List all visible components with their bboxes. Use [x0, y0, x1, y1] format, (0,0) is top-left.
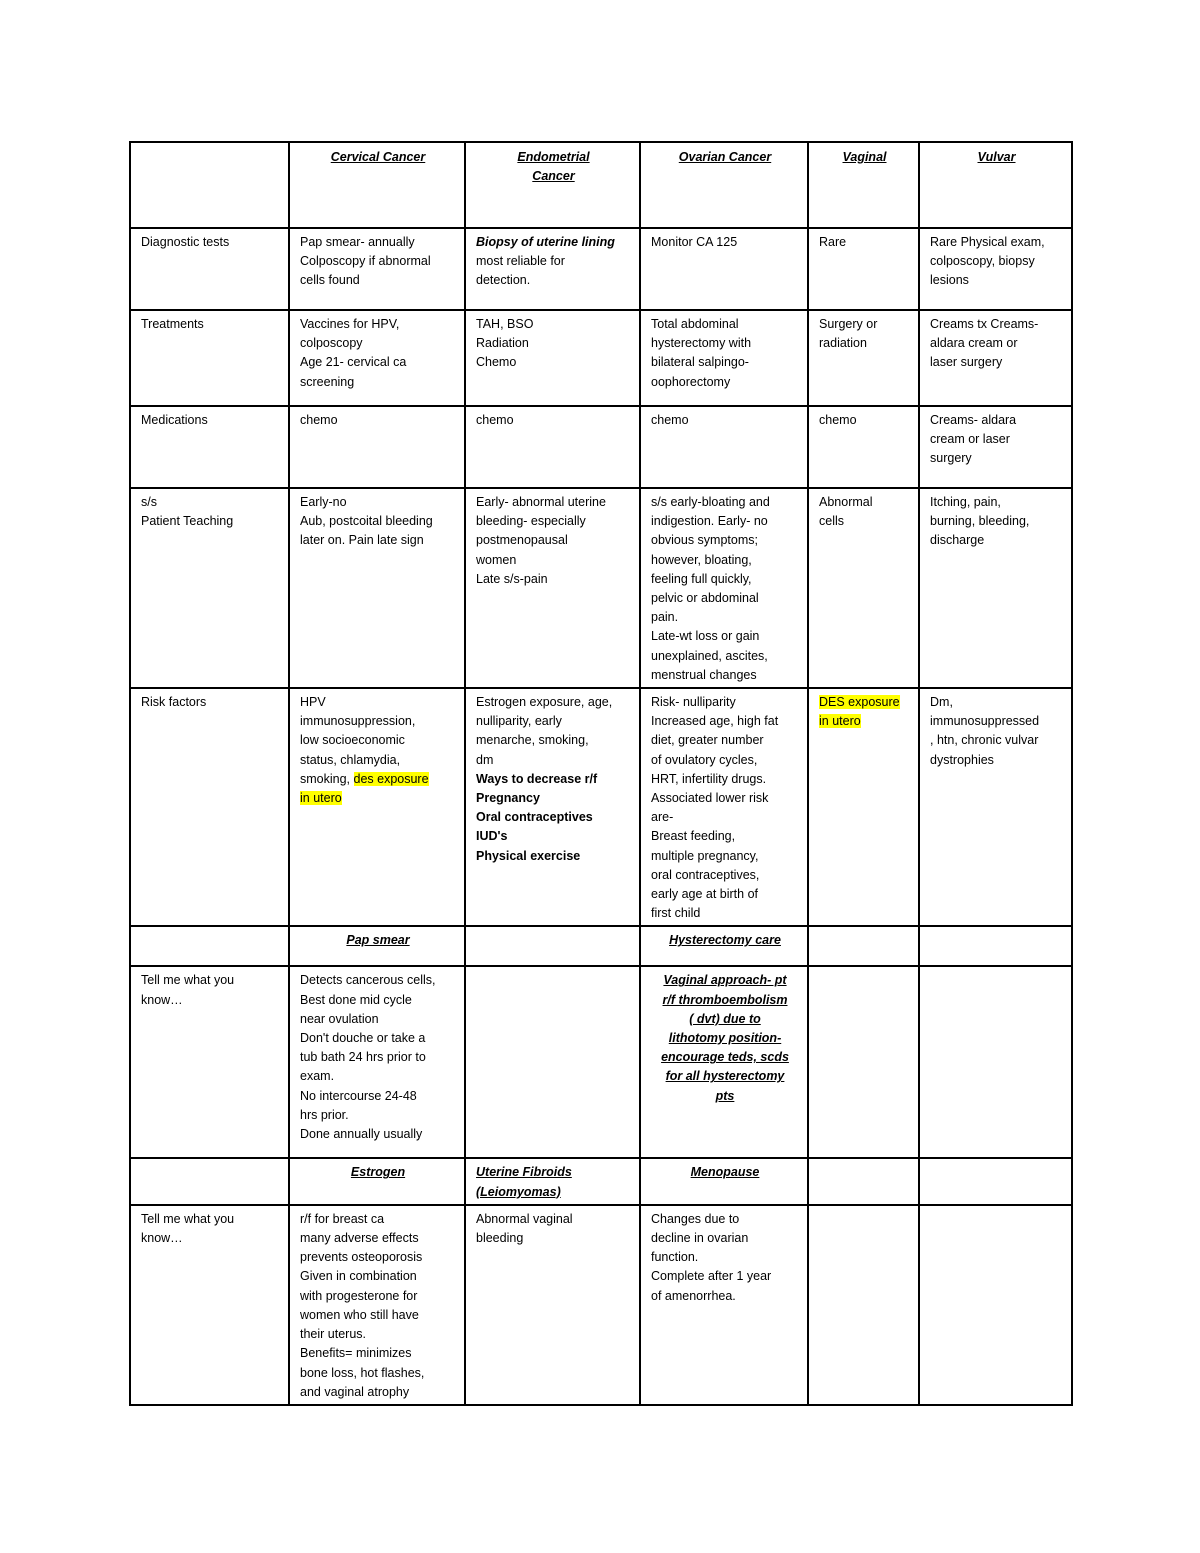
row-label-tell-me-2: Tell me what you know… [130, 1205, 289, 1405]
section3-empty-4 [808, 1205, 919, 1405]
section2-empty-3 [808, 926, 919, 966]
section3-content-row [130, 1205, 1072, 1405]
treatments-cervical: Vaccines for HPV, colposcopy Age 21- cervical ca screening [289, 310, 465, 406]
section3-empty-3 [919, 1158, 1072, 1204]
section2-empty-5 [465, 966, 640, 1158]
section2-empty-2 [465, 926, 640, 966]
medications-cervical: chemo [289, 406, 465, 488]
risk-vaginal: DES exposure in utero [808, 688, 919, 926]
risk-ovarian: Risk- nulliparity Increased age, high fat diet, greater number of ovulatory cycles, HRT, infertility drugs. Associated lower risk are- Breast feeding, multiple pregnancy, oral contraceptives, early age at birth of first child [640, 688, 808, 926]
symptoms-ovarian: s/s early-bloating and indigestion. Early- no obvious symptoms; however, bloating, feeling full quickly, pelvic or abdominal pain. Late-wt loss or gain unexplained, ascites, menstrual changes [640, 488, 808, 688]
risk-endometrial: Estrogen exposure, age, nulliparity, early menarche, smoking, dm Ways to decrease r/f Pregnancy Oral contraceptives IUD's Physical exercise [465, 688, 640, 926]
section2-empty-7 [919, 966, 1072, 1158]
hysterectomy-care-content: Vaginal approach- pt r/f thromboembolism ( dvt) due to lithotomy position- encourage teds, scds for all hysterectomy pts [640, 966, 808, 1158]
row-label-medications: Medications [130, 406, 289, 488]
subheader-uterine-fibroids: Uterine Fibroids (Leiomyomas) [465, 1158, 640, 1204]
diagnostic-endometrial: Biopsy of uterine lining most reliable for detection. [465, 228, 640, 310]
subheader-menopause: Menopause [640, 1158, 808, 1204]
section3-empty-1 [130, 1158, 289, 1204]
section2-empty-1 [130, 926, 289, 966]
header-cervical-cancer: Cervical Cancer [289, 142, 465, 228]
diagnostic-vulvar: Rare Physical exam, colposcopy, biopsy lesions [919, 228, 1072, 310]
treatments-vaginal: Surgery or radiation [808, 310, 919, 406]
medications-row [130, 406, 1072, 488]
subheader-pap-smear: Pap smear [289, 926, 465, 966]
treatments-row [130, 310, 1072, 406]
header-empty-cell [130, 142, 289, 228]
section3-empty-5 [919, 1205, 1072, 1405]
highlight-in-utero: in utero [300, 791, 342, 806]
header-vaginal: Vaginal [808, 142, 919, 228]
row-label-diagnostic: Diagnostic tests [130, 228, 289, 310]
symptoms-row [130, 488, 1072, 688]
estrogen-content: r/f for breast ca many adverse effects prevents osteoporosis Given in combination with progesterone for women who still have their uterus. Benefits= minimizes bone loss, hot flashes, and vaginal atrophy [289, 1205, 465, 1405]
subheader-hysterectomy-care: Hysterectomy care [640, 926, 808, 966]
treatments-ovarian: Total abdominal hysterectomy with bilateral salpingo- oophorectomy [640, 310, 808, 406]
row-label-symptoms: s/s Patient Teaching [130, 488, 289, 688]
medications-vulvar: Creams- aldara cream or laser surgery [919, 406, 1072, 488]
section2-content-row [130, 966, 1072, 1158]
risk-vulvar: Dm, immunosuppressed , htn, chronic vulvar dystrophies [919, 688, 1072, 926]
header-endometrial-cancer: Endometrial Cancer [465, 142, 640, 228]
symptoms-vulvar: Itching, pain, burning, bleeding, discharge [919, 488, 1072, 688]
header-ovarian-cancer: Ovarian Cancer [640, 142, 808, 228]
row-label-treatments: Treatments [130, 310, 289, 406]
fibroids-content: Abnormal vaginal bleeding [465, 1205, 640, 1405]
risk-factors-row [130, 688, 1072, 926]
header-row [130, 142, 1072, 228]
medications-endometrial: chemo [465, 406, 640, 488]
section3-empty-2 [808, 1158, 919, 1204]
medications-vaginal: chemo [808, 406, 919, 488]
diagnostic-cervical: Pap smear- annually Colposcopy if abnormal cells found [289, 228, 465, 310]
highlight-des-exposure: des exposure [353, 771, 429, 786]
subheader-estrogen: Estrogen [289, 1158, 465, 1204]
menopause-content: Changes due to decline in ovarian function. Complete after 1 year of amenorrhea. [640, 1205, 808, 1405]
header-vulvar: Vulvar [919, 142, 1072, 228]
diagnostic-tests-row [130, 228, 1072, 310]
risk-cervical: HPV immunosuppression, low socioeconomic status, chlamydia, smoking, des exposure in utero [289, 688, 465, 926]
diagnostic-vaginal: Rare [808, 228, 919, 310]
symptoms-vaginal: Abnormal cells [808, 488, 919, 688]
cancer-comparison-table [129, 141, 1073, 1406]
medications-ovarian: chemo [640, 406, 808, 488]
section2-subheader-row [130, 926, 1072, 966]
treatments-endometrial: TAH, BSO Radiation Chemo [465, 310, 640, 406]
diagnostic-ovarian: Monitor CA 125 [640, 228, 808, 310]
symptoms-cervical: Early-no Aub, postcoital bleeding later on. Pain late sign [289, 488, 465, 688]
section2-empty-4 [919, 926, 1072, 966]
treatments-vulvar: Creams tx Creams- aldara cream or laser surgery [919, 310, 1072, 406]
row-label-risk: Risk factors [130, 688, 289, 926]
pap-smear-content: Detects cancerous cells, Best done mid cycle near ovulation Don't douche or take a tub bath 24 hrs prior to exam. No intercourse 24-48 hrs prior. Done annually usually [289, 966, 465, 1158]
symptoms-endometrial: Early- abnormal uterine bleeding- especially postmenopausal women Late s/s-pain [465, 488, 640, 688]
row-label-tell-me-1: Tell me what you know… [130, 966, 289, 1158]
section3-subheader-row [130, 1158, 1072, 1204]
section2-empty-6 [808, 966, 919, 1158]
